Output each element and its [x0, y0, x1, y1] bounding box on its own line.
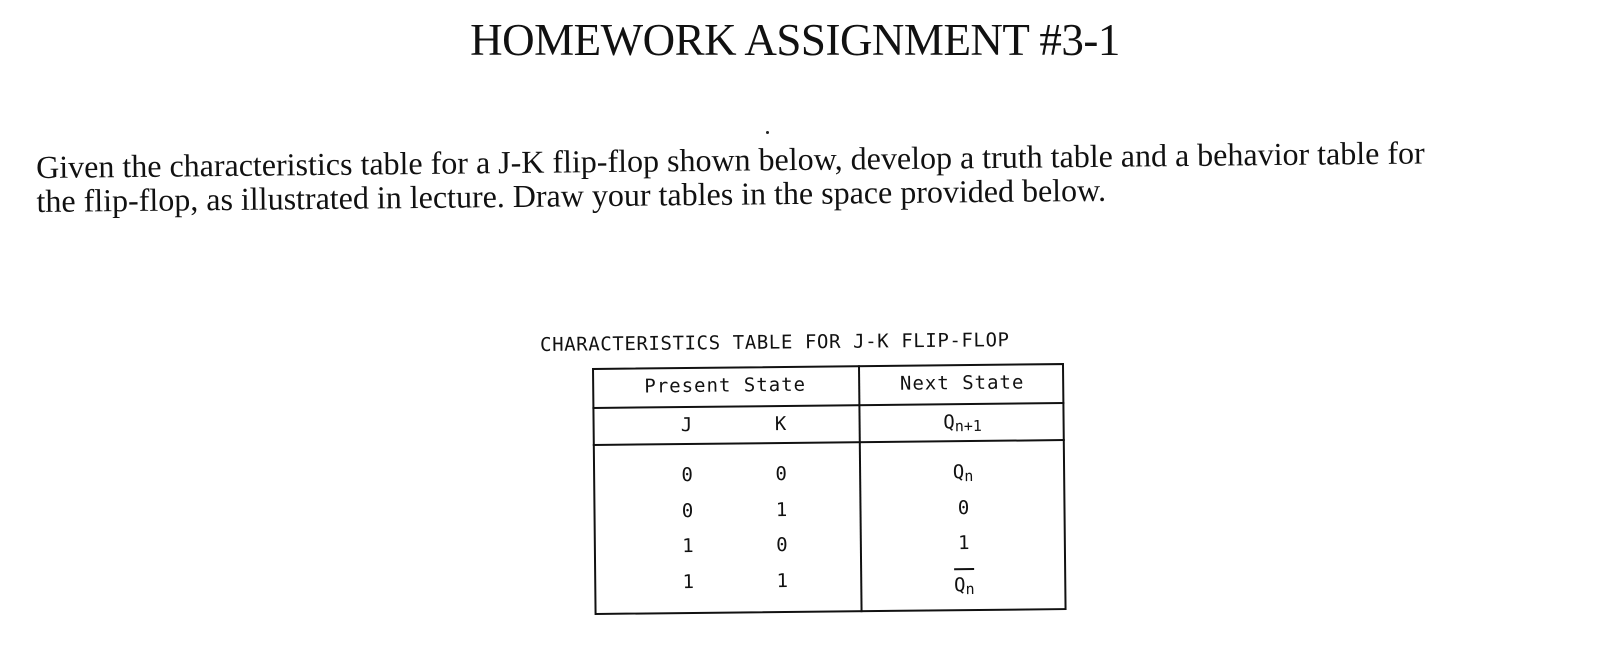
header-present-state: Present State — [644, 373, 807, 398]
row-3-k: 0 — [776, 533, 788, 557]
row-1-next-base: Q — [952, 461, 965, 484]
characteristics-table — [592, 363, 1067, 615]
row-1-next — [861, 460, 1065, 486]
row-4-next — [862, 567, 1066, 599]
column-j-header: J — [680, 413, 693, 437]
row-2-next: 0 — [957, 497, 970, 520]
row-1-j: 0 — [681, 463, 693, 487]
table-title: CHARACTERISTICS TABLE FOR J-K FLIP-FLOP — [540, 329, 1010, 356]
column-qn1-header — [860, 410, 1064, 436]
row-2-j: 0 — [681, 499, 694, 523]
page-title: HOMEWORK ASSIGNMENT #3-1 — [470, 15, 1120, 65]
prompt-line-1: Given the characteristics table for a J-K flip-flop shown below, develop a truth table and a behavior table for — [35, 134, 1425, 185]
row-3-j: 1 — [682, 534, 694, 558]
prompt-line-2: the flip-flop, as illustrated in lecture. Draw your tables in the space provided below. — [36, 171, 1107, 219]
row-4-next-base: Q — [953, 574, 966, 597]
qn1-base: Q — [943, 411, 955, 434]
row-4-next-subscript: n — [965, 580, 975, 599]
row-1-k: 0 — [775, 462, 787, 486]
header-next-state: Next State — [899, 371, 1025, 395]
row-2-k: 1 — [775, 498, 788, 522]
row-4-next-complement — [954, 568, 975, 598]
scan-speck — [766, 131, 769, 134]
qn1-subscript: n+1 — [954, 416, 982, 436]
row-4-k: 1 — [776, 569, 789, 593]
column-k-header: K — [774, 412, 787, 436]
row-1-next-subscript: n — [964, 467, 974, 486]
assignment-prompt — [36, 134, 1597, 218]
row-4-j: 1 — [682, 570, 695, 594]
row-3-next: 1 — [958, 532, 970, 555]
